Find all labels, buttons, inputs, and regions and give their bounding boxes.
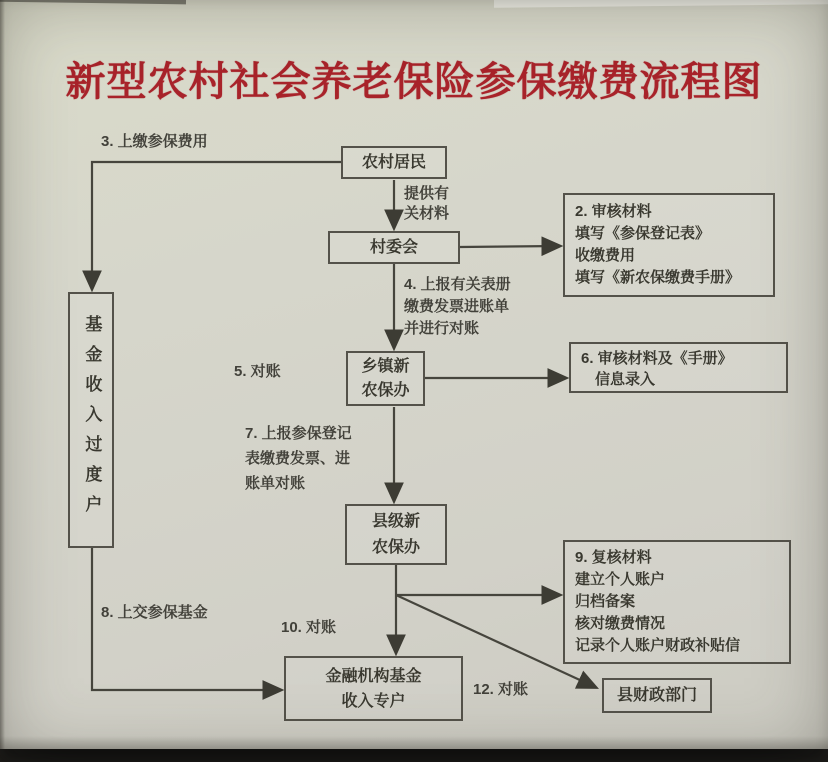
page-title: 新型农村社会养老保险参保缴费流程图 [65,60,763,104]
edge-label-step12: 12. 对账 [473,681,529,698]
node-rural-residents [341,146,447,179]
node-fund-income-transit-account [68,292,114,548]
node-financial-institution-account [284,656,463,721]
edge-label-provide-materials [404,184,449,224]
node-label: 农村居民 [361,153,426,171]
step2-line: 收缴费用 [575,247,636,264]
step9-line: 核对缴费情况 [575,615,666,632]
node-step2-review [563,193,775,297]
node-label: 县财政部门 [616,686,697,704]
provide-materials-line: 提供有 [404,185,450,202]
node-county-office [345,504,447,565]
step4-line: 并进行对账 [404,320,480,337]
node-label: 村委会 [369,238,418,256]
node-label-line: 乡镇新 [361,357,410,375]
step2-line: 填写《参保登记表》 [575,225,711,242]
edge-label-step3: 3. 上缴参保费用 [101,133,208,150]
edge-label-step7 [245,421,352,496]
node-label-line: 县级新 [371,512,420,530]
edge-label-step5: 5. 对账 [234,363,281,380]
step6-line: 信息录入 [595,371,656,388]
arrow-residents-to-fund-account [92,162,341,288]
step4-line: 4. 上报有关表册 [404,276,511,293]
node-label-line: 农保办 [371,538,420,556]
provide-materials-line: 关材料 [404,205,450,222]
arrow-village-to-step2 [460,246,559,247]
photo-edge-shadow-left [0,0,5,762]
step9-line: 建立个人账户 [575,571,666,588]
node-label-line: 农保办 [361,381,410,399]
step2-line: 填写《新农保缴费手册》 [575,269,741,286]
node-step9-recheck [563,540,791,664]
step6-line: 6. 审核材料及《手册》 [581,350,733,367]
edge-label-step8: 8. 上交参保基金 [101,604,208,621]
step2-line: 2. 审核材料 [575,203,652,220]
step9-line: 归档备案 [575,593,636,610]
step4-line: 缴费发票进账单 [404,298,510,315]
step7-line: 7. 上报参保登记 [245,425,352,442]
photo-bottom-black-strip [0,749,828,762]
step9-line: 9. 复核材料 [575,549,652,566]
node-step6-review [569,342,788,393]
edge-label-step10: 10. 对账 [281,619,337,636]
node-county-finance-department [602,678,712,713]
step7-line: 表缴费发票、进 [245,450,351,467]
edge-label-step4 [404,274,511,340]
step9-line: 记录个人账户财政补贴信 [575,637,741,654]
node-township-office [346,351,425,406]
node-label: 基金收入过度户 [82,315,102,525]
node-village-committee [328,231,460,264]
node-label-line: 收入专户 [341,692,406,710]
step7-line: 账单对账 [245,475,306,492]
node-label-line: 金融机构基金 [325,667,422,685]
